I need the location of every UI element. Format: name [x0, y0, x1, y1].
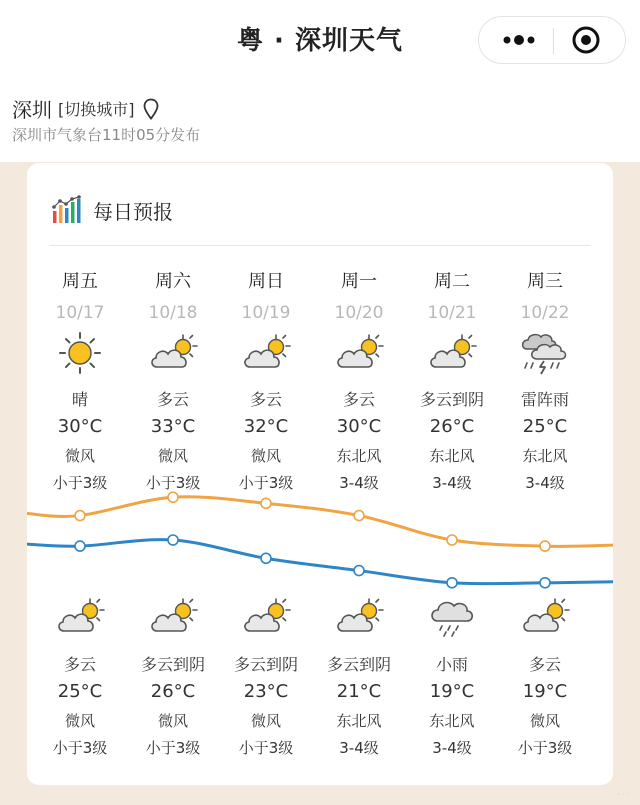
night-wind-level: 小于3级: [145, 739, 201, 757]
date-label: 10/21: [427, 303, 477, 323]
night-wind-level: 小于3级: [52, 739, 108, 757]
switch-city-link[interactable]: [切换城市]: [58, 100, 135, 119]
close-miniprogram-icon[interactable]: [571, 25, 601, 55]
weekday-label: 周三: [527, 271, 563, 292]
day-high-temp: 25°C: [522, 416, 568, 437]
night-low-temp: 26°C: [150, 681, 196, 702]
high-temp-point: [354, 511, 364, 521]
day-weather-desc: 晴: [71, 390, 88, 409]
city-name: 深圳: [12, 98, 52, 122]
weekday-label: 周日: [248, 271, 284, 292]
day-weather-desc: 多云: [342, 390, 375, 409]
night-weather-desc: 多云到阴: [140, 655, 205, 674]
low-temp-point: [354, 566, 364, 576]
low-temp-point: [168, 535, 178, 545]
day-weather-desc: 多云: [156, 390, 189, 409]
weekday-label: 周六: [155, 271, 191, 292]
high-temp-point: [261, 498, 271, 508]
weekday-label: 周五: [62, 271, 98, 292]
low-temp-point: [261, 553, 271, 563]
night-wind-direction: 微风: [64, 712, 95, 730]
temperature-curves: [27, 163, 613, 785]
low-temp-point: [447, 578, 457, 588]
night-wind-direction: 微风: [157, 712, 188, 730]
high-temp-point: [75, 511, 85, 521]
more-options-icon[interactable]: [501, 29, 537, 51]
night-wind-level: 小于3级: [238, 739, 294, 757]
night-low-temp: 21°C: [336, 681, 382, 702]
day-wind-direction: 微风: [64, 447, 95, 465]
low-temp-point: [75, 541, 85, 551]
night-wind-direction: 东北风: [429, 712, 475, 730]
night-wind-direction: 东北风: [336, 712, 382, 730]
low-temp-point: [540, 578, 550, 588]
date-label: 10/22: [520, 303, 570, 323]
high-temp-point: [168, 492, 178, 502]
date-label: 10/20: [334, 303, 384, 323]
city-selector[interactable]: [12, 94, 159, 123]
day-wind-direction: 东北风: [429, 447, 475, 465]
date-label: 10/17: [55, 303, 105, 323]
night-wind-direction: 微风: [250, 712, 281, 730]
night-weather-desc: 多云到阴: [326, 655, 391, 674]
night-wind-direction: 微风: [529, 712, 560, 730]
card-title: 每日预报: [93, 199, 173, 224]
night-low-temp: 19°C: [522, 681, 568, 702]
daily-forecast-card: [27, 163, 613, 785]
day-high-temp: 30°C: [57, 416, 103, 437]
publish-info: 深圳市气象台11时05分发布: [12, 126, 201, 144]
day-wind-level: 3-4级: [525, 474, 565, 492]
capsule-divider: [553, 28, 554, 54]
day-high-temp: 26°C: [429, 416, 475, 437]
location-header: [0, 80, 640, 162]
night-low-temp: 19°C: [429, 681, 475, 702]
night-low-temp: 23°C: [243, 681, 289, 702]
location-pin-icon[interactable]: [143, 98, 159, 120]
high-temp-point: [447, 535, 457, 545]
night-weather-desc: 多云: [63, 655, 96, 674]
day-wind-level: 小于3级: [52, 474, 108, 492]
date-label: 10/18: [148, 303, 198, 323]
day-wind-level: 小于3级: [238, 474, 294, 492]
night-low-temp: 25°C: [57, 681, 103, 702]
high-temp-line: [27, 497, 613, 547]
day-weather-desc: 多云到阴: [419, 390, 484, 409]
day-wind-direction: 微风: [250, 447, 281, 465]
high-temp-point: [540, 541, 550, 551]
top-navigation-bar: [0, 0, 640, 80]
date-label: 10/19: [241, 303, 291, 323]
miniprogram-capsule: [478, 16, 626, 64]
night-wind-level: 小于3级: [517, 739, 573, 757]
weekday-label: 周一: [341, 271, 377, 292]
day-weather-desc: 雷阵雨: [520, 390, 569, 409]
day-wind-level: 3-4级: [432, 474, 472, 492]
day-weather-desc: 多云: [249, 390, 282, 409]
day-wind-direction: 东北风: [336, 447, 382, 465]
day-wind-level: 小于3级: [145, 474, 201, 492]
day-wind-level: 3-4级: [339, 474, 379, 492]
watermark: · · ·: [617, 790, 630, 799]
page-title: 粤 · 深圳天气: [237, 26, 403, 56]
weekday-label: 周二: [434, 271, 470, 292]
day-high-temp: 32°C: [243, 416, 289, 437]
night-weather-desc: 小雨: [435, 655, 468, 674]
night-weather-desc: 多云到阴: [233, 655, 298, 674]
night-wind-level: 3-4级: [432, 739, 472, 757]
day-high-temp: 33°C: [150, 416, 196, 437]
night-wind-level: 3-4级: [339, 739, 379, 757]
day-high-temp: 30°C: [336, 416, 382, 437]
night-weather-desc: 多云: [528, 655, 561, 674]
day-wind-direction: 东北风: [522, 447, 568, 465]
day-wind-direction: 微风: [157, 447, 188, 465]
